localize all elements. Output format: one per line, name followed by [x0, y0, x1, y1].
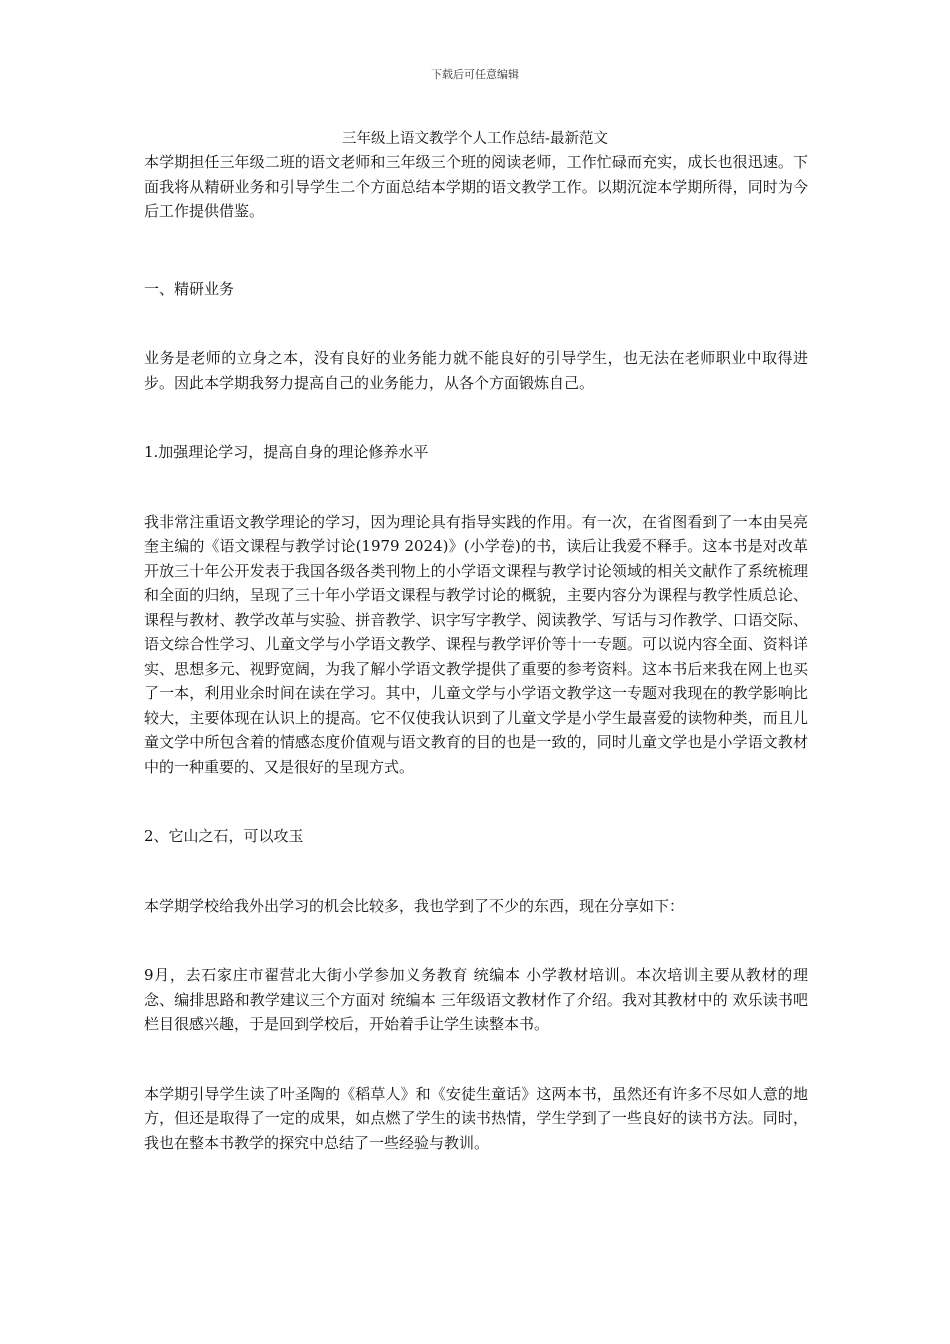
document-title: 三年级上语文教学个人工作总结-最新范文: [342, 131, 608, 147]
paragraph-4: 9月，去石家庄市翟营北大街小学参加义务教育 统编本 小学教材培训。本次培训主要从教材的理念、编排思路和教学建议三个方面对 统编本 三年级语文教材作了介绍。我对其教材中的 欢乐读书吧 栏目很感兴趣，于是回到学校后，开始着手让学生读整本书。: [144, 966, 808, 1033]
subsection-heading-2: 2、它山之石，可以攻玉: [144, 827, 304, 845]
header-note: 下载后可任意编辑: [431, 68, 519, 81]
subsection-heading-1: 1.加强理论学习，提高自身的理论修养水平: [144, 443, 429, 461]
intro-paragraph: 本学期担任三年级二班的语文老师和三年级三个班的阅读老师，工作忙碌而充实，成长也很迅速。下面我将从精研业务和引导学生二个方面总结本学期的语文教学工作。以期沉淀本学期所得，同时为今后工作提供借鉴。: [144, 153, 808, 220]
paragraph-5: 本学期引导学生读了叶圣陶的《稻草人》和《安徒生童话》这两本书，虽然还有许多不尽如人意的地方，但还是取得了一定的成果，如点燃了学生的读书热情，学生学到了一些良好的读书方法。同时，我也在整本书教学的探究中总结了一些经验与教训。: [144, 1084, 808, 1152]
document-body: [144, 150, 808, 1155]
paragraph-1: 业务是老师的立身之本，没有良好的业务能力就不能良好的引导学生，也无法在老师职业中取得进步。因此本学期我努力提高自己的业务能力，从各个方面锻炼自己。: [144, 349, 808, 392]
paragraph-2: 我非常注重语文教学理论的学习，因为理论具有指导实践的作用。有一次，在省图看到了一本由吴亮奎主编的《语文课程与教学讨论(1979 2024)》(小学卷)的书，读后让我爱不释手。这本书是对改革开放三十年公开发表于我国各级各类刊物上的小学语文课程与教学讨论领域的相关文献作了系统梳理和全面的归纳，呈现了三十年小学语文课程与教学讨论的概貌，主要内容分为课程与教学性质总论、课程与教材、教学改革与实验、拼音教学、识字写字教学、阅读教学、写话与习作教学、口语交际、语文综合性学习、儿童文学与小学语文教学、课程与教学评价等十一专题。可以说内容全面、资料详实、思想多元、视野宽阔，为我了解小学语文教学提供了重要的参考资料。这本书后来我在网上也买了一本，利用业余时间在读在学习。其中，儿童文学与小学语文教学这一专题对我现在的教学影响比较大，主要体现在认识上的提高。它不仅使我认识到了儿童文学是小学生最喜爱的读物种类，而且儿童文学中所包含着的情感态度价值观与语文教育的目的也是一致的，同时儿童文学也是小学语文教材中的一种重要的、又是很好的呈现方式。: [144, 512, 808, 776]
paragraph-3: 本学期学校给我外出学习的机会比较多，我也学到了不少的东西，现在分享如下：: [144, 896, 685, 915]
section-heading-1: 一、精研业务: [144, 279, 235, 298]
